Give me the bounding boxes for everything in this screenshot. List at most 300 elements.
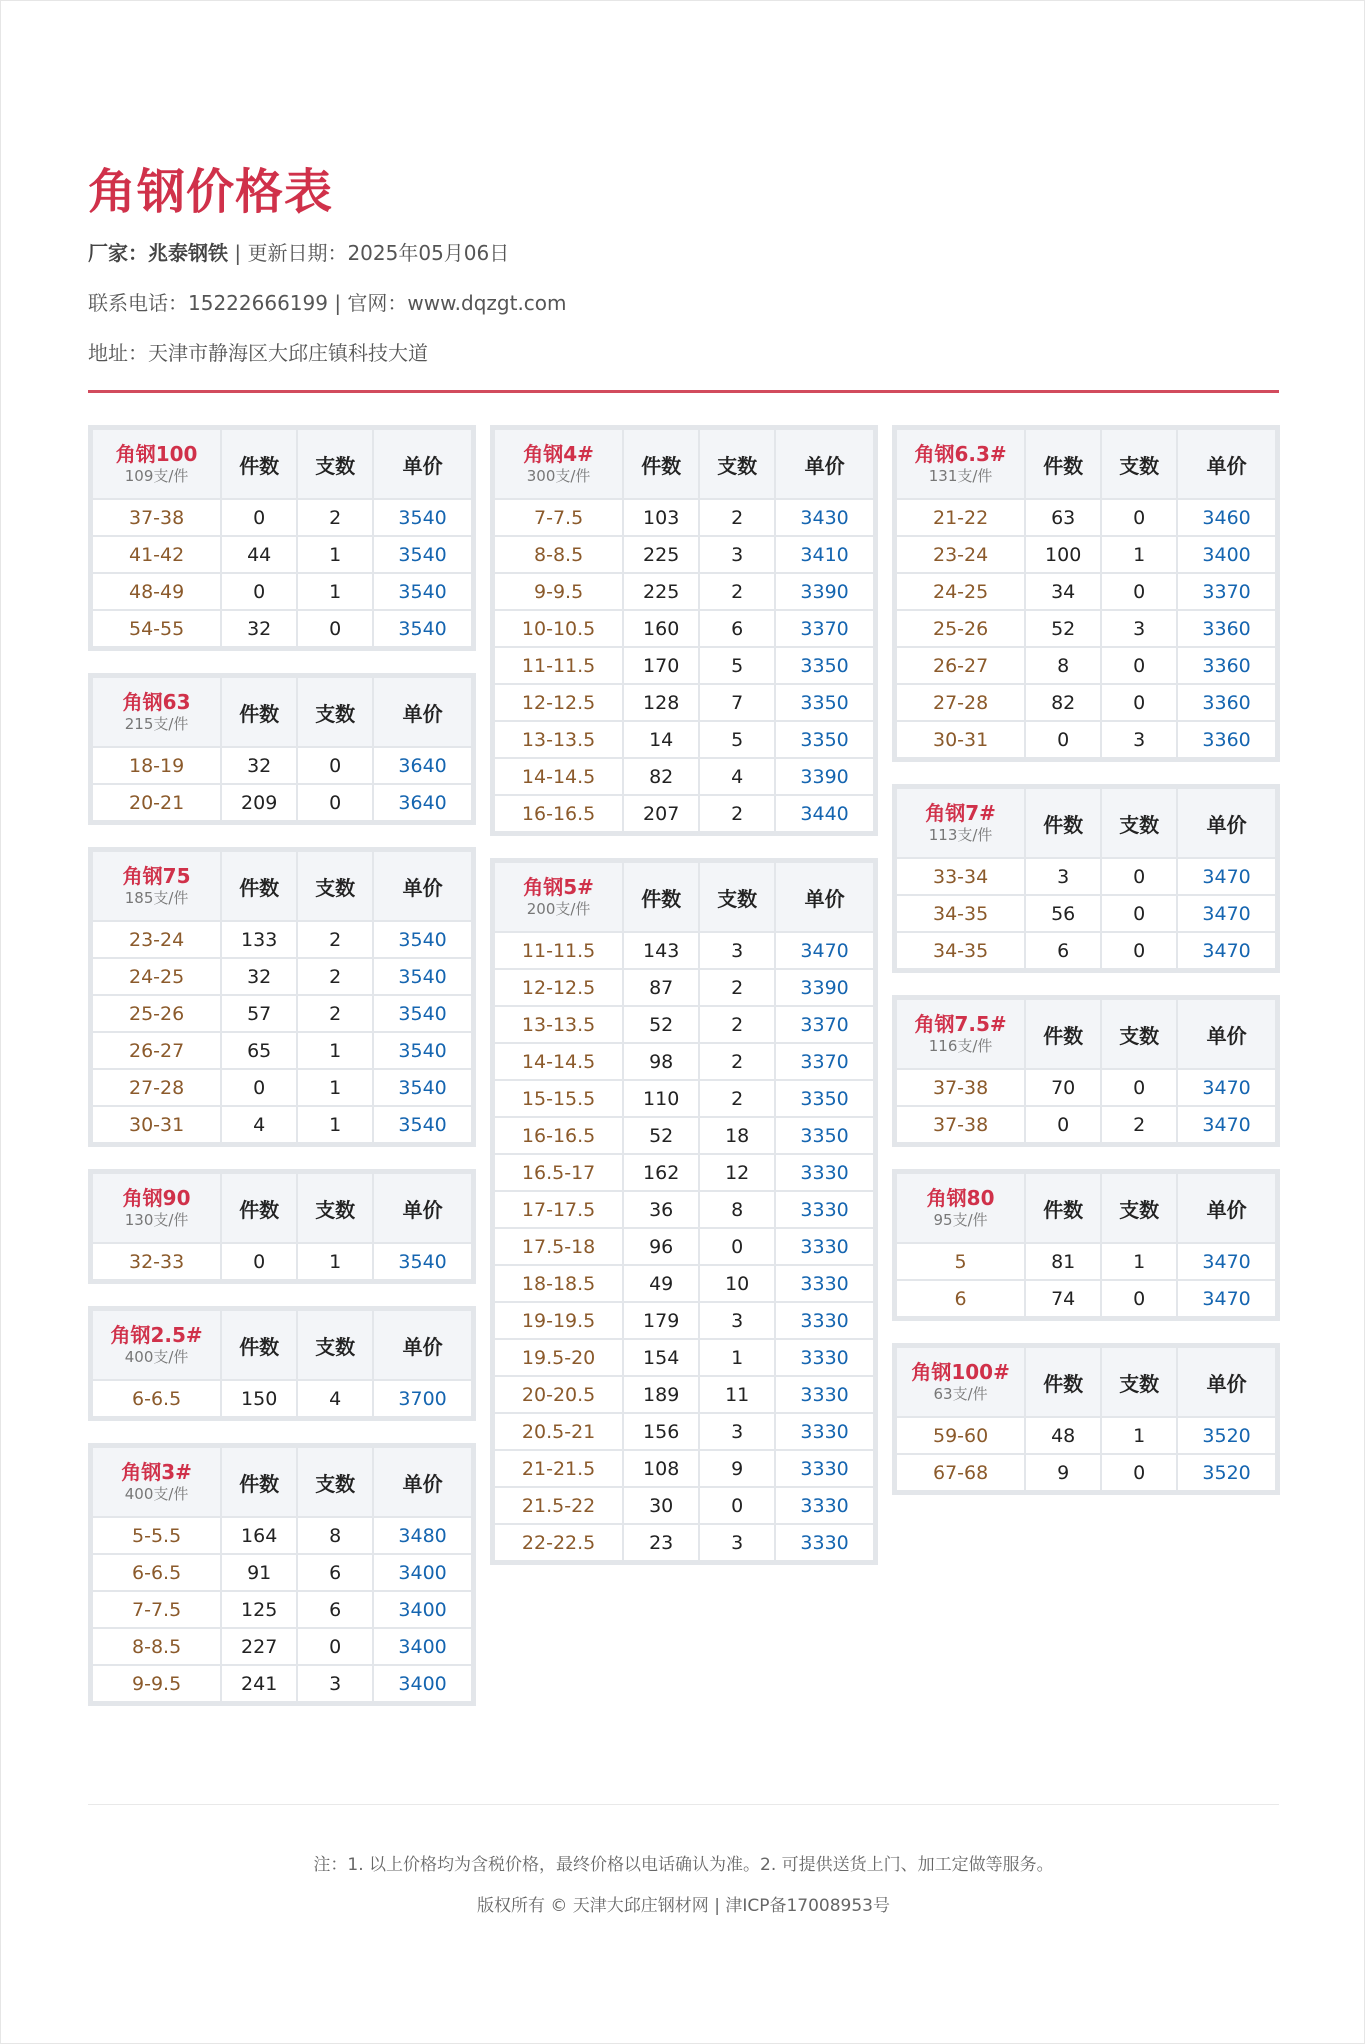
spec-pieces-per-bundle: 200支/件 bbox=[526, 899, 591, 918]
table-row bbox=[896, 647, 1276, 684]
qty-header: 件数 bbox=[221, 429, 297, 499]
qty-cell: 91 bbox=[221, 1554, 297, 1591]
pcs-cell: 6 bbox=[297, 1591, 373, 1628]
price-cell: 3330 bbox=[775, 1265, 874, 1302]
price-cell: 3360 bbox=[1177, 610, 1276, 647]
qty-cell: 0 bbox=[221, 499, 297, 536]
price-cell: 3470 bbox=[1177, 1280, 1276, 1317]
table-row bbox=[896, 536, 1276, 573]
qty-header: 件数 bbox=[1025, 788, 1101, 858]
pcs-cell: 0 bbox=[297, 610, 373, 647]
pcs-cell: 2 bbox=[699, 1043, 775, 1080]
table-row bbox=[494, 1117, 874, 1154]
price-cell: 3400 bbox=[373, 1628, 472, 1665]
qty-cell: 225 bbox=[623, 573, 699, 610]
pcs-cell: 0 bbox=[1101, 1454, 1177, 1491]
price-table bbox=[892, 784, 1280, 973]
size-cell: 5 bbox=[896, 1243, 1025, 1280]
pcs-cell: 1 bbox=[699, 1339, 775, 1376]
spec-pieces-per-bundle: 400支/件 bbox=[124, 1347, 189, 1366]
qty-header: 件数 bbox=[1025, 1347, 1101, 1417]
pcs-cell: 2 bbox=[699, 969, 775, 1006]
pcs-header: 支数 bbox=[297, 851, 373, 921]
qty-cell: 63 bbox=[1025, 499, 1101, 536]
spec-name: 角钢7# bbox=[925, 800, 996, 825]
price-cell: 3520 bbox=[1177, 1454, 1276, 1491]
price-cell: 3470 bbox=[775, 932, 874, 969]
pcs-cell: 2 bbox=[297, 958, 373, 995]
size-cell: 20-21 bbox=[92, 784, 221, 821]
table-row bbox=[92, 784, 472, 821]
pcs-header: 支数 bbox=[297, 1310, 373, 1380]
price-cell: 3540 bbox=[373, 610, 472, 647]
pcs-cell: 1 bbox=[1101, 1243, 1177, 1280]
table-row bbox=[494, 932, 874, 969]
pcs-header: 支数 bbox=[297, 429, 373, 499]
table-row bbox=[494, 1376, 874, 1413]
pcs-cell: 3 bbox=[699, 536, 775, 573]
qty-cell: 52 bbox=[623, 1117, 699, 1154]
pcs-cell: 3 bbox=[297, 1665, 373, 1702]
size-cell: 59-60 bbox=[896, 1417, 1025, 1454]
qty-cell: 209 bbox=[221, 784, 297, 821]
pcs-cell: 8 bbox=[297, 1517, 373, 1554]
pcs-cell: 3 bbox=[699, 1413, 775, 1450]
table-row bbox=[896, 1243, 1276, 1280]
table-row bbox=[92, 995, 472, 1032]
pcs-cell: 2 bbox=[699, 1080, 775, 1117]
price-cell: 3470 bbox=[1177, 1243, 1276, 1280]
pcs-header: 支数 bbox=[297, 1447, 373, 1517]
size-cell: 13-13.5 bbox=[494, 721, 623, 758]
size-cell: 27-28 bbox=[896, 684, 1025, 721]
qty-cell: 9 bbox=[1025, 1454, 1101, 1491]
qty-cell: 3 bbox=[1025, 858, 1101, 895]
spec-header bbox=[896, 1173, 1025, 1243]
table-row bbox=[494, 1154, 874, 1191]
pcs-cell: 0 bbox=[1101, 1280, 1177, 1317]
qty-cell: 103 bbox=[623, 499, 699, 536]
price-cell: 3640 bbox=[373, 747, 472, 784]
spec-pieces-per-bundle: 185支/件 bbox=[124, 888, 189, 907]
table-row bbox=[896, 610, 1276, 647]
spec-pieces-per-bundle: 300支/件 bbox=[526, 466, 591, 485]
qty-cell: 74 bbox=[1025, 1280, 1101, 1317]
table-row bbox=[896, 684, 1276, 721]
header-divider bbox=[88, 390, 1279, 393]
pcs-cell: 4 bbox=[297, 1380, 373, 1417]
contact-line: 联系电话：15222666199 | 官网：www.dqzgt.com bbox=[88, 291, 567, 315]
qty-cell: 227 bbox=[221, 1628, 297, 1665]
size-cell: 8-8.5 bbox=[92, 1628, 221, 1665]
table-row bbox=[92, 1591, 472, 1628]
qty-cell: 225 bbox=[623, 536, 699, 573]
qty-cell: 100 bbox=[1025, 536, 1101, 573]
pcs-cell: 0 bbox=[699, 1487, 775, 1524]
qty-cell: 70 bbox=[1025, 1069, 1101, 1106]
pcs-cell: 1 bbox=[1101, 1417, 1177, 1454]
pcs-cell: 3 bbox=[699, 1524, 775, 1561]
pcs-header: 支数 bbox=[1101, 429, 1177, 499]
size-cell: 5-5.5 bbox=[92, 1517, 221, 1554]
pcs-header: 支数 bbox=[1101, 1173, 1177, 1243]
price-cell: 3520 bbox=[1177, 1417, 1276, 1454]
qty-cell: 57 bbox=[221, 995, 297, 1032]
pcs-cell: 0 bbox=[297, 1628, 373, 1665]
spec-pieces-per-bundle: 400支/件 bbox=[124, 1484, 189, 1503]
pcs-header: 支数 bbox=[297, 677, 373, 747]
price-cell: 3400 bbox=[1177, 536, 1276, 573]
qty-cell: 189 bbox=[623, 1376, 699, 1413]
size-cell: 12-12.5 bbox=[494, 969, 623, 1006]
qty-cell: 23 bbox=[623, 1524, 699, 1561]
size-cell: 23-24 bbox=[92, 921, 221, 958]
table-row bbox=[494, 1043, 874, 1080]
spec-pieces-per-bundle: 63支/件 bbox=[933, 1384, 988, 1403]
price-cell: 3330 bbox=[775, 1413, 874, 1450]
pcs-cell: 1 bbox=[297, 1243, 373, 1280]
pcs-cell: 5 bbox=[699, 647, 775, 684]
price-header: 单价 bbox=[373, 1447, 472, 1517]
size-cell: 17-17.5 bbox=[494, 1191, 623, 1228]
pcs-cell: 0 bbox=[1101, 1069, 1177, 1106]
spec-name: 角钢80 bbox=[926, 1185, 995, 1210]
size-cell: 16-16.5 bbox=[494, 795, 623, 832]
qty-header: 件数 bbox=[221, 851, 297, 921]
size-cell: 32-33 bbox=[92, 1243, 221, 1280]
table-row bbox=[896, 858, 1276, 895]
pcs-cell: 0 bbox=[1101, 499, 1177, 536]
spec-name: 角钢4# bbox=[523, 441, 594, 466]
qty-cell: 0 bbox=[1025, 1106, 1101, 1143]
pcs-cell: 2 bbox=[297, 995, 373, 1032]
spec-header bbox=[896, 999, 1025, 1069]
pcs-cell: 2 bbox=[699, 499, 775, 536]
qty-header: 件数 bbox=[221, 1310, 297, 1380]
address-line: 地址：天津市静海区大邱庄镇科技大道 bbox=[88, 341, 428, 365]
spec-header bbox=[494, 862, 623, 932]
table-row bbox=[494, 684, 874, 721]
table-column-1 bbox=[88, 425, 476, 1728]
price-table bbox=[88, 673, 476, 825]
pcs-cell: 3 bbox=[699, 1302, 775, 1339]
price-header: 单价 bbox=[775, 429, 874, 499]
price-cell: 3330 bbox=[775, 1228, 874, 1265]
table-row bbox=[494, 1080, 874, 1117]
table-row bbox=[494, 1302, 874, 1339]
price-cell: 3370 bbox=[775, 1043, 874, 1080]
table-row bbox=[92, 1517, 472, 1554]
table-row bbox=[494, 573, 874, 610]
table-row bbox=[494, 1006, 874, 1043]
size-cell: 25-26 bbox=[92, 995, 221, 1032]
qty-cell: 32 bbox=[221, 747, 297, 784]
qty-header: 件数 bbox=[1025, 999, 1101, 1069]
size-cell: 23-24 bbox=[896, 536, 1025, 573]
table-row bbox=[896, 932, 1276, 969]
price-cell: 3400 bbox=[373, 1665, 472, 1702]
spec-header bbox=[896, 1347, 1025, 1417]
size-cell: 25-26 bbox=[896, 610, 1025, 647]
price-cell: 3350 bbox=[775, 1117, 874, 1154]
table-row bbox=[92, 536, 472, 573]
spec-name: 角钢100# bbox=[911, 1359, 1010, 1384]
price-cell: 3540 bbox=[373, 958, 472, 995]
size-cell: 19.5-20 bbox=[494, 1339, 623, 1376]
price-cell: 3330 bbox=[775, 1524, 874, 1561]
price-cell: 3370 bbox=[775, 1006, 874, 1043]
pcs-cell: 0 bbox=[297, 784, 373, 821]
table-row bbox=[494, 536, 874, 573]
size-cell: 21-21.5 bbox=[494, 1450, 623, 1487]
price-cell: 3440 bbox=[775, 795, 874, 832]
size-cell: 18-18.5 bbox=[494, 1265, 623, 1302]
pcs-cell: 0 bbox=[1101, 932, 1177, 969]
pcs-header: 支数 bbox=[1101, 788, 1177, 858]
table-row bbox=[92, 747, 472, 784]
pcs-cell: 1 bbox=[297, 1069, 373, 1106]
spec-name: 角钢3# bbox=[121, 1459, 192, 1484]
update-date: | 更新日期：2025年05月06日 bbox=[228, 241, 510, 265]
table-row bbox=[92, 921, 472, 958]
size-cell: 34-35 bbox=[896, 895, 1025, 932]
table-row bbox=[92, 1069, 472, 1106]
qty-cell: 133 bbox=[221, 921, 297, 958]
qty-cell: 170 bbox=[623, 647, 699, 684]
pcs-cell: 12 bbox=[699, 1154, 775, 1191]
pcs-cell: 0 bbox=[1101, 895, 1177, 932]
table-row bbox=[494, 1413, 874, 1450]
price-table bbox=[88, 1306, 476, 1421]
qty-cell: 82 bbox=[623, 758, 699, 795]
size-cell: 10-10.5 bbox=[494, 610, 623, 647]
pcs-cell: 3 bbox=[1101, 721, 1177, 758]
size-cell: 34-35 bbox=[896, 932, 1025, 969]
size-cell: 14-14.5 bbox=[494, 758, 623, 795]
price-cell: 3330 bbox=[775, 1154, 874, 1191]
pcs-cell: 3 bbox=[699, 932, 775, 969]
size-cell: 37-38 bbox=[896, 1106, 1025, 1143]
table-row bbox=[494, 499, 874, 536]
qty-header: 件数 bbox=[221, 1173, 297, 1243]
size-cell: 7-7.5 bbox=[92, 1591, 221, 1628]
qty-cell: 108 bbox=[623, 1450, 699, 1487]
pcs-header: 支数 bbox=[1101, 999, 1177, 1069]
size-cell: 8-8.5 bbox=[494, 536, 623, 573]
qty-cell: 52 bbox=[623, 1006, 699, 1043]
qty-cell: 81 bbox=[1025, 1243, 1101, 1280]
price-header: 单价 bbox=[1177, 788, 1276, 858]
pcs-cell: 0 bbox=[699, 1228, 775, 1265]
qty-header: 件数 bbox=[221, 1447, 297, 1517]
page-title: 角钢价格表 bbox=[88, 164, 334, 220]
spec-header bbox=[92, 1310, 221, 1380]
price-table bbox=[88, 847, 476, 1147]
table-row bbox=[92, 1106, 472, 1143]
pcs-header: 支数 bbox=[1101, 1347, 1177, 1417]
size-cell: 20-20.5 bbox=[494, 1376, 623, 1413]
spec-header bbox=[92, 677, 221, 747]
size-cell: 41-42 bbox=[92, 536, 221, 573]
price-cell: 3350 bbox=[775, 647, 874, 684]
size-cell: 21-22 bbox=[896, 499, 1025, 536]
price-header: 单价 bbox=[373, 429, 472, 499]
table-row bbox=[494, 1450, 874, 1487]
table-row bbox=[92, 610, 472, 647]
qty-header: 件数 bbox=[1025, 1173, 1101, 1243]
spec-pieces-per-bundle: 131支/件 bbox=[928, 466, 993, 485]
size-cell: 6-6.5 bbox=[92, 1380, 221, 1417]
spec-name: 角钢6.3# bbox=[914, 441, 1007, 466]
qty-cell: 48 bbox=[1025, 1417, 1101, 1454]
price-cell: 3390 bbox=[775, 758, 874, 795]
table-row bbox=[92, 1665, 472, 1702]
size-cell: 15-15.5 bbox=[494, 1080, 623, 1117]
pcs-cell: 2 bbox=[297, 921, 373, 958]
table-row bbox=[896, 895, 1276, 932]
price-header: 单价 bbox=[1177, 1173, 1276, 1243]
price-cell: 3330 bbox=[775, 1191, 874, 1228]
pcs-cell: 1 bbox=[297, 1032, 373, 1069]
pcs-cell: 1 bbox=[297, 573, 373, 610]
price-cell: 3350 bbox=[775, 721, 874, 758]
price-header: 单价 bbox=[1177, 429, 1276, 499]
qty-cell: 30 bbox=[623, 1487, 699, 1524]
table-row bbox=[896, 1280, 1276, 1317]
pcs-cell: 0 bbox=[1101, 684, 1177, 721]
spec-pieces-per-bundle: 116支/件 bbox=[928, 1036, 993, 1055]
price-cell: 3330 bbox=[775, 1487, 874, 1524]
pcs-cell: 0 bbox=[1101, 573, 1177, 610]
qty-cell: 34 bbox=[1025, 573, 1101, 610]
table-row bbox=[896, 1106, 1276, 1143]
spec-name: 角钢63 bbox=[122, 689, 191, 714]
size-cell: 24-25 bbox=[896, 573, 1025, 610]
table-row bbox=[494, 1524, 874, 1561]
qty-cell: 49 bbox=[623, 1265, 699, 1302]
price-cell: 3700 bbox=[373, 1380, 472, 1417]
pcs-cell: 1 bbox=[297, 1106, 373, 1143]
price-cell: 3430 bbox=[775, 499, 874, 536]
price-cell: 3640 bbox=[373, 784, 472, 821]
qty-cell: 128 bbox=[623, 684, 699, 721]
price-table bbox=[88, 425, 476, 651]
qty-cell: 96 bbox=[623, 1228, 699, 1265]
size-cell: 6 bbox=[896, 1280, 1025, 1317]
price-cell: 3540 bbox=[373, 1032, 472, 1069]
qty-cell: 241 bbox=[221, 1665, 297, 1702]
table-row bbox=[92, 573, 472, 610]
vendor-name: 兆泰钢铁 bbox=[148, 241, 228, 265]
size-cell: 11-11.5 bbox=[494, 932, 623, 969]
price-table bbox=[490, 858, 878, 1565]
size-cell: 21.5-22 bbox=[494, 1487, 623, 1524]
pcs-cell: 0 bbox=[297, 747, 373, 784]
qty-cell: 32 bbox=[221, 610, 297, 647]
price-cell: 3370 bbox=[775, 610, 874, 647]
table-row bbox=[896, 1454, 1276, 1491]
size-cell: 33-34 bbox=[896, 858, 1025, 895]
pcs-header: 支数 bbox=[699, 862, 775, 932]
size-cell: 7-7.5 bbox=[494, 499, 623, 536]
table-row bbox=[92, 499, 472, 536]
table-row bbox=[494, 1228, 874, 1265]
qty-cell: 179 bbox=[623, 1302, 699, 1339]
qty-cell: 44 bbox=[221, 536, 297, 573]
price-cell: 3350 bbox=[775, 1080, 874, 1117]
table-row bbox=[494, 1265, 874, 1302]
pcs-cell: 8 bbox=[699, 1191, 775, 1228]
table-row bbox=[896, 1417, 1276, 1454]
price-cell: 3470 bbox=[1177, 895, 1276, 932]
pcs-cell: 10 bbox=[699, 1265, 775, 1302]
price-cell: 3540 bbox=[373, 1069, 472, 1106]
size-cell: 11-11.5 bbox=[494, 647, 623, 684]
size-cell: 16-16.5 bbox=[494, 1117, 623, 1154]
size-cell: 9-9.5 bbox=[92, 1665, 221, 1702]
spec-header bbox=[92, 851, 221, 921]
pcs-cell: 1 bbox=[1101, 536, 1177, 573]
pcs-cell: 2 bbox=[297, 499, 373, 536]
table-row bbox=[896, 721, 1276, 758]
qty-cell: 87 bbox=[623, 969, 699, 1006]
size-cell: 48-49 bbox=[92, 573, 221, 610]
price-cell: 3390 bbox=[775, 573, 874, 610]
size-cell: 26-27 bbox=[896, 647, 1025, 684]
price-header: 单价 bbox=[373, 851, 472, 921]
table-row bbox=[494, 721, 874, 758]
pcs-cell: 2 bbox=[1101, 1106, 1177, 1143]
table-row bbox=[92, 1554, 472, 1591]
size-cell: 19-19.5 bbox=[494, 1302, 623, 1339]
table-row bbox=[494, 795, 874, 832]
price-cell: 3330 bbox=[775, 1376, 874, 1413]
table-row bbox=[494, 1339, 874, 1376]
table-row bbox=[92, 1628, 472, 1665]
price-table bbox=[892, 1343, 1280, 1495]
qty-cell: 65 bbox=[221, 1032, 297, 1069]
price-cell: 3350 bbox=[775, 684, 874, 721]
table-row bbox=[494, 969, 874, 1006]
spec-pieces-per-bundle: 113支/件 bbox=[928, 825, 993, 844]
price-cell: 3400 bbox=[373, 1554, 472, 1591]
price-header: 单价 bbox=[1177, 1347, 1276, 1417]
qty-cell: 98 bbox=[623, 1043, 699, 1080]
vendor-label: 厂家： bbox=[88, 241, 148, 265]
qty-cell: 0 bbox=[221, 573, 297, 610]
spec-pieces-per-bundle: 130支/件 bbox=[124, 1210, 189, 1229]
spec-pieces-per-bundle: 215支/件 bbox=[124, 714, 189, 733]
size-cell: 6-6.5 bbox=[92, 1554, 221, 1591]
size-cell: 14-14.5 bbox=[494, 1043, 623, 1080]
price-cell: 3330 bbox=[775, 1302, 874, 1339]
qty-cell: 160 bbox=[623, 610, 699, 647]
price-cell: 3360 bbox=[1177, 647, 1276, 684]
qty-cell: 125 bbox=[221, 1591, 297, 1628]
qty-cell: 36 bbox=[623, 1191, 699, 1228]
qty-cell: 0 bbox=[221, 1243, 297, 1280]
price-table bbox=[490, 425, 878, 836]
pcs-cell: 11 bbox=[699, 1376, 775, 1413]
pcs-cell: 6 bbox=[297, 1554, 373, 1591]
copyright: 版权所有 © 天津大邱庄钢材网 | 津ICP备17008953号 bbox=[476, 1896, 890, 1916]
spec-header bbox=[896, 788, 1025, 858]
qty-cell: 207 bbox=[623, 795, 699, 832]
spec-pieces-per-bundle: 109支/件 bbox=[124, 466, 189, 485]
price-cell: 3370 bbox=[1177, 573, 1276, 610]
pcs-cell: 0 bbox=[1101, 647, 1177, 684]
price-header: 单价 bbox=[1177, 999, 1276, 1069]
